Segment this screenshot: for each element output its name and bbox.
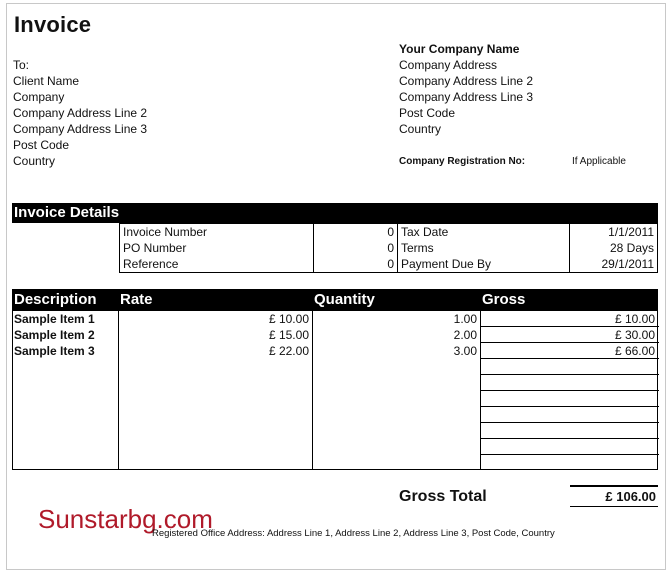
to-label: To: [13,58,30,72]
column-header-description: Description [14,291,97,308]
invoice-details-header: Invoice Details [12,203,658,223]
column-divider [118,311,119,469]
details-row [13,224,658,241]
client-name: Client Name [13,74,80,88]
item-quantity: 1.00 [453,312,477,326]
company-country: Country [399,122,442,136]
details-value: 0 [314,240,398,256]
details-value: 0 [314,256,398,273]
details-label-2: Payment Due By [398,256,570,273]
client-post-code: Post Code [13,138,70,152]
column-header-gross: Gross [482,291,526,308]
company-block [399,41,533,137]
invoice-title: Invoice [14,12,92,37]
invoice-details-table [13,223,658,273]
item-gross: £ 66.00 [614,344,655,358]
items-header [12,289,658,310]
details-label-2: Tax Date [398,224,570,241]
client-country: Country [13,154,56,168]
gross-row-line [481,342,659,343]
company-post-code: Post Code [399,106,456,120]
registration-value: If Applicable [572,156,626,167]
item-description: Sample Item 3 [14,344,95,358]
gross-total-value: £ 106.00 [570,485,658,507]
details-row [13,240,658,256]
details-label: Invoice Number [120,224,314,241]
client-address-2: Company Address Line 2 [13,106,148,120]
footer-address: Registered Office Address: Address Line 1, Address Line 2, Address Line 3, Post Code, Country [152,528,555,539]
details-value: 0 [314,224,398,241]
company-address: Company Address [399,58,498,72]
item-rate: £ 15.00 [268,328,309,342]
company-address-3: Company Address Line 3 [399,90,534,104]
gross-row-line [481,422,659,423]
company-address-2: Company Address Line 2 [399,74,534,88]
gross-row-line [481,438,659,439]
item-rate: £ 22.00 [268,344,309,358]
details-value-2: 29/1/2011 [570,256,658,273]
company-name: Your Company Name [399,42,520,56]
gross-row-line [481,406,659,407]
registration-label: Company Registration No: [399,156,526,167]
client-block [13,57,147,169]
details-label-2: Terms [398,240,570,256]
client-company: Company [13,90,65,104]
client-address-3: Company Address Line 3 [13,122,148,136]
column-header-quantity: Quantity [314,291,375,308]
item-quantity: 2.00 [453,328,477,342]
item-quantity: 3.00 [453,344,477,358]
gross-total-label: Gross Total [399,488,487,505]
details-value-2: 1/1/2011 [570,224,658,241]
column-header-rate: Rate [120,291,153,308]
column-divider [312,311,313,469]
item-rate: £ 10.00 [268,312,309,326]
watermark: Sunstarbg.com [38,504,213,534]
item-description: Sample Item 1 [14,312,95,326]
details-label: PO Number [120,240,314,256]
item-gross: £ 10.00 [614,312,655,326]
gross-row-line [481,358,659,359]
gross-row-line [481,454,659,455]
details-row [13,256,658,273]
gross-row-line [481,390,659,391]
items-table [12,310,658,470]
gross-row-line [481,326,659,327]
item-description: Sample Item 2 [14,328,95,342]
item-gross: £ 30.00 [614,328,655,342]
details-label: Reference [120,256,314,273]
gross-row-line [481,374,659,375]
details-value-2: 28 Days [570,240,658,256]
